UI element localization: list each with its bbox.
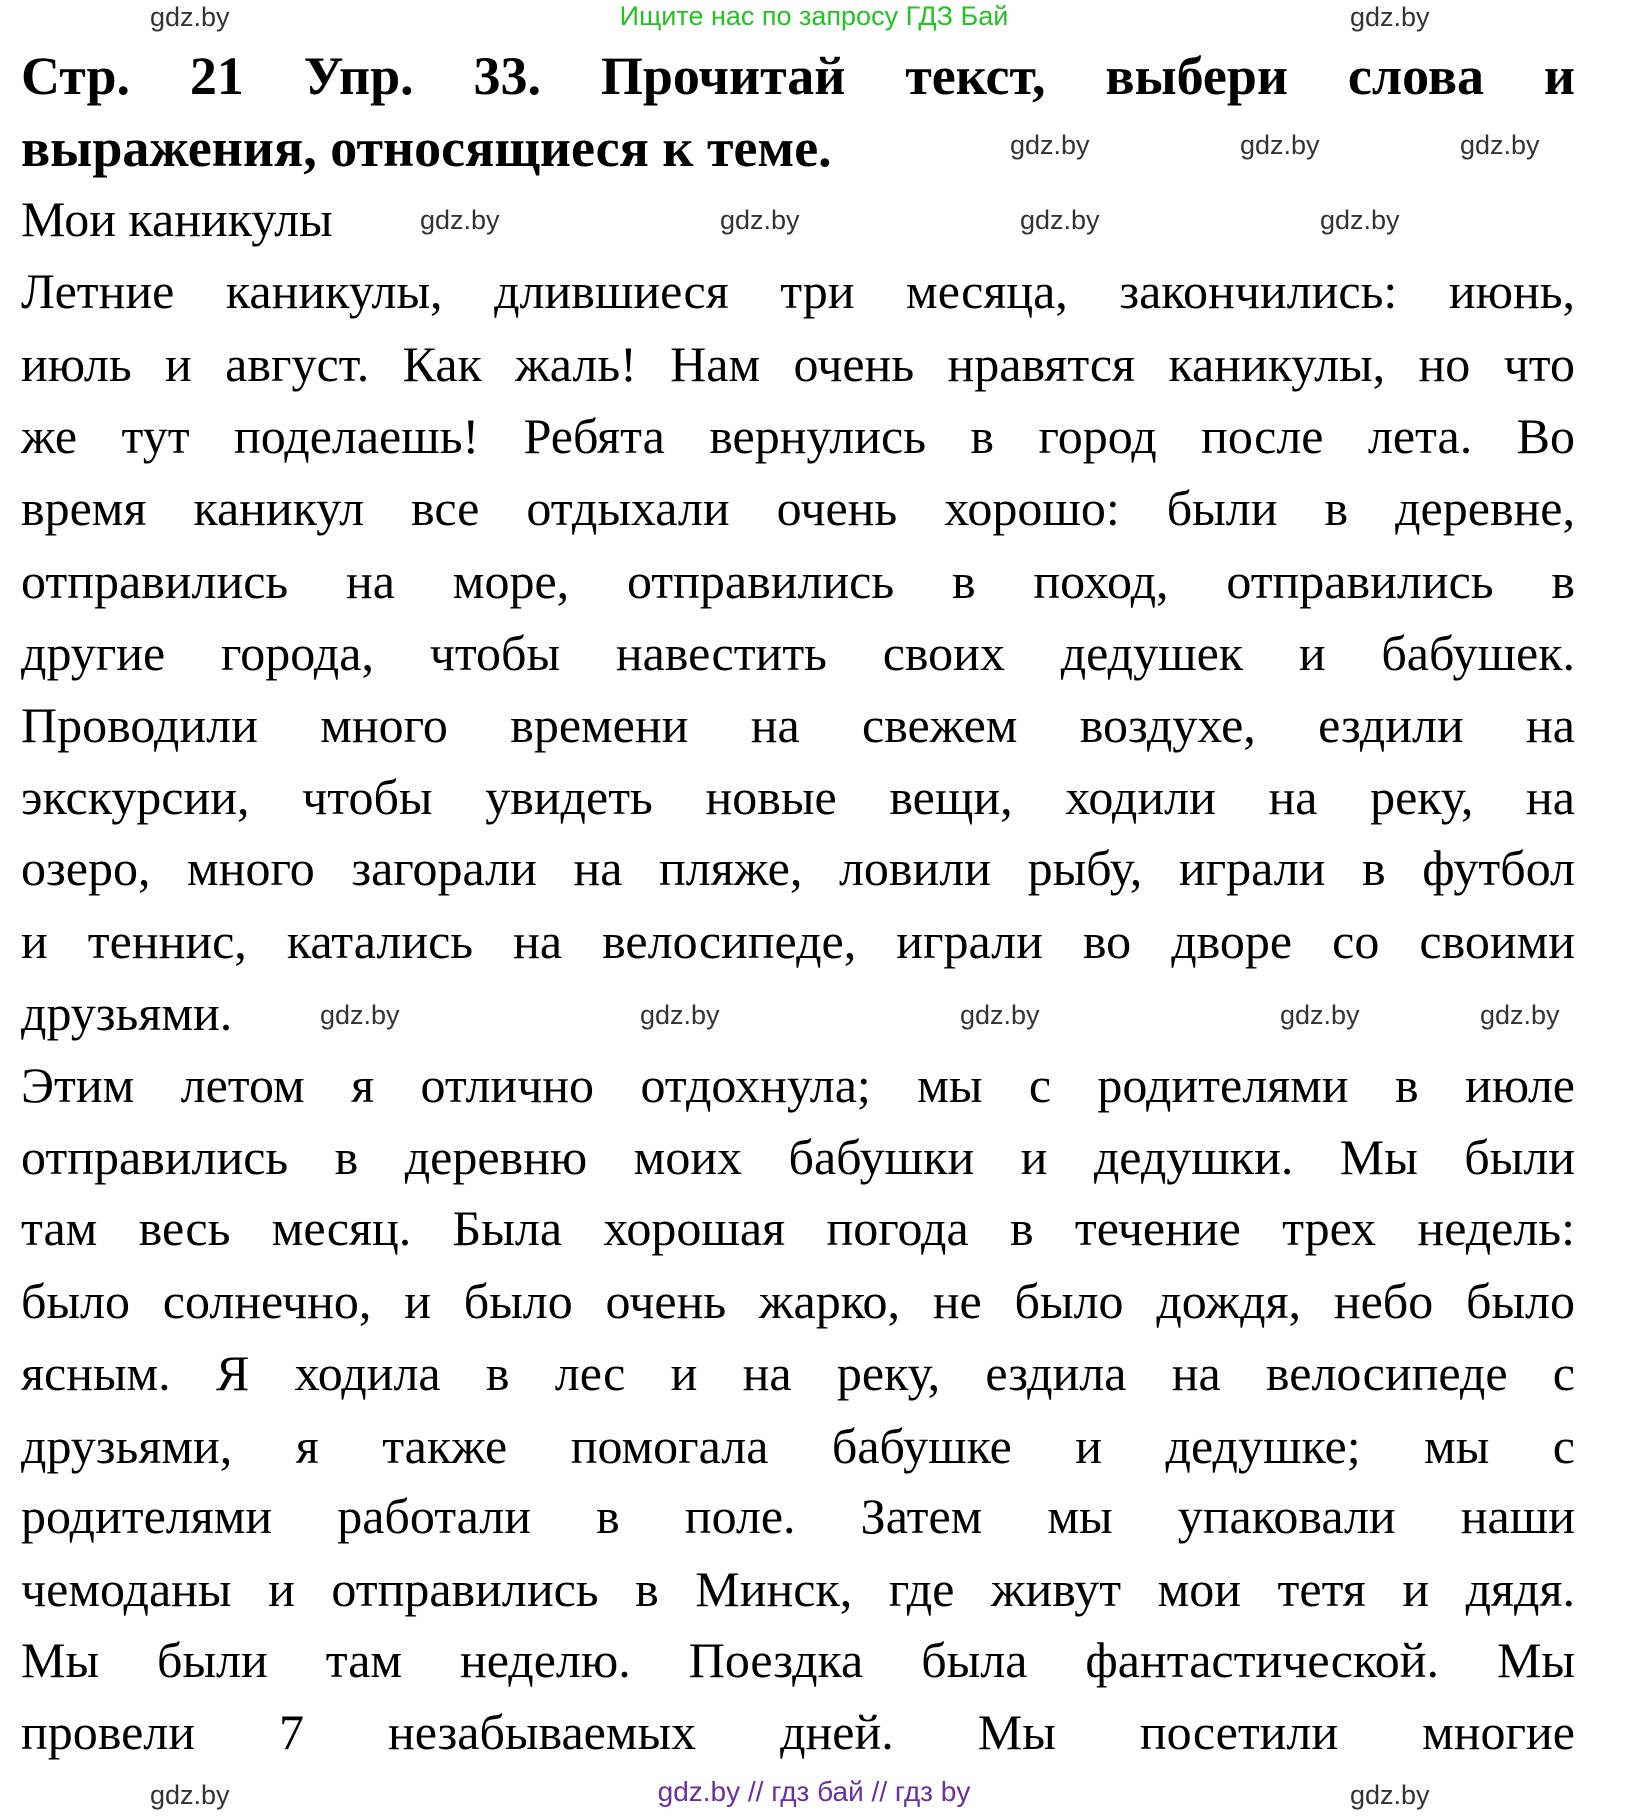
text-line: ясным. Я ходила в лес и на реку, ездила на велосипеде с: [21, 1345, 1575, 1401]
watermark-text: gdz.by: [960, 1000, 1040, 1030]
text-line: друзьями.: [21, 985, 233, 1041]
text-line: Мы были там неделю. Поездка была фантастической. Мы: [21, 1632, 1575, 1688]
text-line: Проводили много времени на свежем воздухе, ездили на: [21, 697, 1575, 753]
text-line: там весь месяц. Была хорошая погода в течение трех недель:: [21, 1200, 1575, 1256]
watermark-text: gdz.by: [1010, 130, 1090, 160]
watermark-text: gdz.by: [320, 1000, 400, 1030]
text-line: же тут поделаешь! Ребята вернулись в город после лета. Во: [21, 408, 1575, 464]
watermark-text: gdz.by: [150, 2, 230, 32]
text-line: отправились на море, отправились в поход, отправились в: [21, 553, 1575, 609]
text-line: отправились в деревню моих бабушки и дедушки. Мы были: [21, 1129, 1575, 1185]
footer-links: gdz.by // гдз бай // гдз by: [657, 1776, 971, 1807]
watermark-text: gdz.by: [1240, 130, 1320, 160]
watermark-text: gdz.by: [640, 1000, 720, 1030]
text-line: чемоданы и отправились в Минск, где живут мои тетя и дядя.: [21, 1561, 1575, 1617]
text-line: друзьями, я также помогала бабушке и дедушке; мы с: [21, 1418, 1575, 1474]
text-line: июль и август. Как жаль! Нам очень нравятся каникулы, но что: [21, 336, 1575, 392]
text-line: было солнечно, и было очень жарко, не было дождя, небо было: [21, 1273, 1575, 1329]
text-line: родителями работали в поле. Затем мы упаковали наши: [21, 1488, 1575, 1544]
watermark-text: gdz.by: [1280, 1000, 1360, 1030]
watermark-text: gdz.by: [1020, 205, 1100, 235]
watermark-text: gdz.by: [1460, 130, 1540, 160]
text-line: другие города, чтобы навестить своих дедушек и бабушек.: [21, 625, 1575, 681]
text-line: и теннис, катались на велосипеде, играли во дворе со своими: [21, 913, 1575, 969]
search-hint-banner: Ищите нас по запросу ГДЗ Бай: [619, 1, 1009, 31]
exercise-title-line-2: выражения, относящиеся к теме.: [21, 118, 832, 178]
text-line: Этим летом я отлично отдохнула; мы с родителями в июле: [21, 1057, 1575, 1113]
watermark-text: gdz.by: [1350, 1780, 1430, 1810]
text-line: экскурсии, чтобы увидеть новые вещи, ходили на реку, на: [21, 769, 1575, 825]
text-line: озеро, много загорали на пляже, ловили рыбу, играли в футбол: [21, 840, 1575, 896]
text-line: провели 7 незабываемых дней. Мы посетили многие: [21, 1704, 1575, 1760]
watermark-text: gdz.by: [1320, 205, 1400, 235]
watermark-text: gdz.by: [150, 1780, 230, 1810]
text-heading: Мои каникулы: [21, 191, 333, 247]
watermark-text: gdz.by: [1350, 2, 1430, 32]
text-line: Летние каникулы, длившиеся три месяца, закончились: июнь,: [21, 263, 1575, 319]
exercise-title-line-1: Стр. 21 Упр. 33. Прочитай текст, выбери слова и: [21, 46, 1575, 106]
watermark-text: gdz.by: [1480, 1000, 1560, 1030]
watermark-text: gdz.by: [420, 205, 500, 235]
text-line: время каникул все отдыхали очень хорошо: были в деревне,: [21, 480, 1575, 536]
watermark-text: gdz.by: [720, 205, 800, 235]
